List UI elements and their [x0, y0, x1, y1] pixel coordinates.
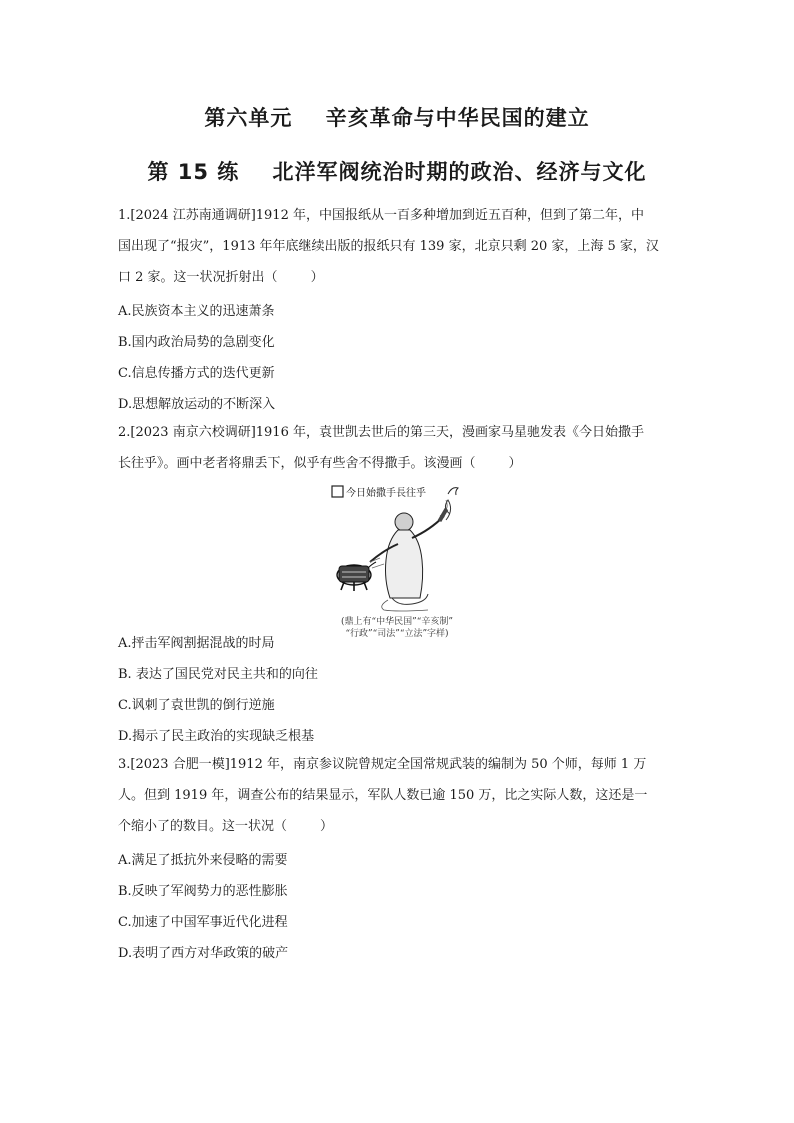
option-a: A.抨击军阀割据混战的时局	[118, 636, 275, 651]
option-a: A.民族资本主义的迅速萧条	[118, 304, 275, 319]
option-c: C.信息传播方式的迭代更新	[118, 366, 275, 381]
option-d: D.揭示了民主政治的实现缺乏根基	[118, 729, 315, 744]
option-d: D.表明了西方对华政策的破产	[118, 946, 289, 961]
option-c: C.讽刺了袁世凯的倒行逆施	[118, 698, 275, 713]
question-stem-line: 2.[2023 南京六校调研]1916 年，袁世凯去世后的第三天，漫画家马星驰发表《今日始撒手	[118, 425, 644, 440]
figure-caption-line: “行政”“司法”“立法”字样)	[345, 629, 449, 639]
lesson-title: 第 15 练 北洋军阀统治时期的政治、经济与文化	[147, 160, 647, 184]
old-man-figure	[370, 508, 448, 611]
question-stem-line: 3.[2023 合肥一模]1912 年，南京参议院曾规定全国常规武装的编制为 50 个师，每师 1 万	[118, 757, 647, 772]
question-stem-line: 1.[2024 江苏南通调研]1912 年，中国报纸从一百多种增加到近五百种，但到了第二年，中	[118, 208, 644, 223]
option-b: B. 表达了国民党对民主共和的向往	[118, 667, 318, 682]
option-d: D.思想解放运动的不断深入	[118, 397, 276, 412]
question-stem-line: 长往乎》。画中老者将鼎丢下，似乎有些舍不得撒手。该漫画（ ）	[118, 456, 522, 471]
ding-cauldron	[337, 562, 376, 591]
option-b: B.反映了军阀势力的恶性膨胀	[118, 884, 288, 899]
cartoon-illustration	[328, 480, 466, 613]
cartoon-title	[332, 486, 458, 499]
option-b: B.国内政治局势的急剧变化	[118, 335, 275, 350]
option-a: A.满足了抵抗外来侵略的需要	[118, 853, 288, 868]
question-stem-line: 人。但到 1919 年，调查公布的结果显示，军队人数已逾 150 万，比之实际人数，这还是一	[118, 788, 648, 803]
unit-title: 第六单元 辛亥革命与中华民国的建立	[204, 106, 590, 130]
svg-text:今日始撒手長往乎: 今日始撒手長往乎	[346, 488, 426, 499]
option-c: C.加速了中国军事近代化进程	[118, 915, 288, 930]
question-stem-line: 口 2 家。这一状况折射出（ ）	[118, 270, 324, 285]
question-stem-line: 国出现了“报灾”，1913 年年底继续出版的报纸只有 139 家，北京只剩 20 家，上海 5 家，汉	[118, 239, 659, 254]
figure-caption-line: (鼎上有“中华民国”“辛亥制”	[341, 617, 453, 627]
question-stem-line: 个缩小了的数目。这一状况（ ）	[118, 819, 334, 834]
